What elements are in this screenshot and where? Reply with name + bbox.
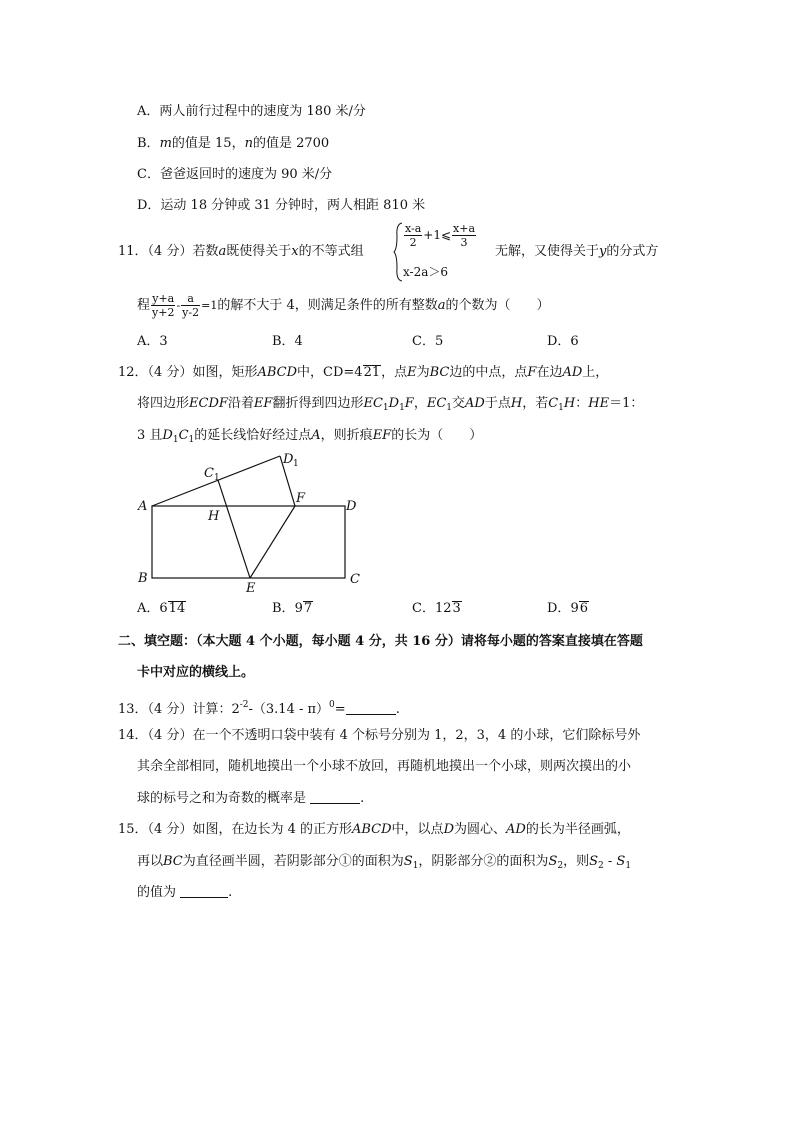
label-d1-sub: 1 (293, 459, 299, 469)
label-f: F (296, 491, 306, 506)
label-c1-sub: 1 (214, 473, 220, 483)
q11-line1-left: 11．（4 分）若数a既使得关于x的不等式组 (118, 244, 364, 259)
q12-figure (130, 450, 370, 600)
q11-ineq2: x-2a＞6 (403, 265, 449, 279)
q14-line2: 其余全部相同，随机地摸出一个小球不放回，再随机地摸出一个小球，则两次摸出的小 (137, 759, 632, 774)
q15-answer-blank[interactable] (180, 885, 228, 898)
line-f-e (250, 506, 295, 578)
q11-option-a: A．3 (137, 334, 168, 349)
q14-line3: 球的标号之和为奇数的概率是 . (137, 791, 365, 806)
label-c: C (350, 572, 360, 587)
q11-line2: 程 $\frac{y+a}{y+2}$ - $\frac{a}{y-2}$ =1的解不大于 4，则满足条件的所有整数a的个数为（ ） (137, 292, 550, 319)
q11-option-d: D．6 (547, 334, 579, 349)
q14-line1: 14．（4 分）在一个不透明口袋中装有 4 个标号分别为 1，2，3，4 的小球，它们除标号外 (118, 728, 641, 743)
q12-line3: 3 且$D_1C_1$的延长线恰好经过点A，则折痕EF的长为（ ） (137, 428, 483, 445)
q10-option-a: A．两人前行过程中的速度为 180 米/分 (137, 104, 366, 119)
q11-ineq1: $\frac{x-a}{2}$ +1⩽ $\frac{x+a}{3}$ (405, 222, 476, 249)
label-h: H (208, 509, 220, 524)
q13-line: 13．（4 分）计算：$2^{-2}-(3.14 - \pi)^0=$ . (118, 700, 400, 717)
q12-option-b: B．97 (272, 601, 313, 616)
q12-option-c: C．123 (412, 601, 461, 616)
q14-answer-blank[interactable] (310, 791, 360, 804)
brace-icon (393, 222, 403, 282)
q12-option-a: A．614 (137, 601, 186, 616)
q15-line3: 的值为 . (137, 885, 233, 900)
q13-answer-blank[interactable] (346, 702, 396, 715)
label-d1: D (283, 452, 294, 467)
q15-line2: 再以BC为直径画半圆，若阴影部分①的面积为$S_1$，阴影部分②的面积为$S_2$，则$S_2 - S_1$ (137, 854, 632, 871)
q11-line1-right: 无解，又使得关于y的分式方 (495, 244, 659, 259)
label-b: B (138, 571, 148, 586)
section-2-heading: 二、填空题：（本大题 4 个小题，每小题 4 分，共 16 分）请将每小题的答案直接填在答题 (118, 634, 643, 649)
q10-option-c: C．爸爸返回时的速度为 90 米/分 (137, 167, 333, 182)
q15-line1: 15．（4 分）如图，在边长为 4 的正方形ABCD中，以点D为圆心、AD的长为半径画弧， (118, 822, 630, 837)
q10-option-d: D．运动 18 分钟或 31 分钟时，两人相距 810 米 (137, 198, 426, 213)
line-e-c1 (218, 480, 250, 578)
q12-option-d: D．96 (547, 601, 588, 616)
label-e: E (246, 581, 256, 596)
q11-option-c: C．5 (412, 334, 444, 349)
q12-line2: 将四边形ECDF沿着EF翻折得到四边形$EC_1D_1F$，$EC_1$交AD于点H，若$C_1H$：HE＝1： (137, 396, 644, 413)
q11-inequality-system (393, 222, 493, 282)
label-d: D (346, 499, 357, 514)
q12-line1: 12．（4 分）如图，矩形ABCD中，CD=421，点E为BC边的中点，点F在边AD上， (118, 365, 609, 380)
q11-option-b: B．4 (272, 334, 303, 349)
q10-option-b: B．m的值是 15，n的值是 2700 (137, 136, 330, 151)
rectangle-abcd (152, 506, 345, 578)
label-a: A (138, 499, 148, 514)
section-2-heading-cont: 卡中对应的横线上。 (137, 665, 255, 680)
label-c1: C (204, 466, 214, 481)
